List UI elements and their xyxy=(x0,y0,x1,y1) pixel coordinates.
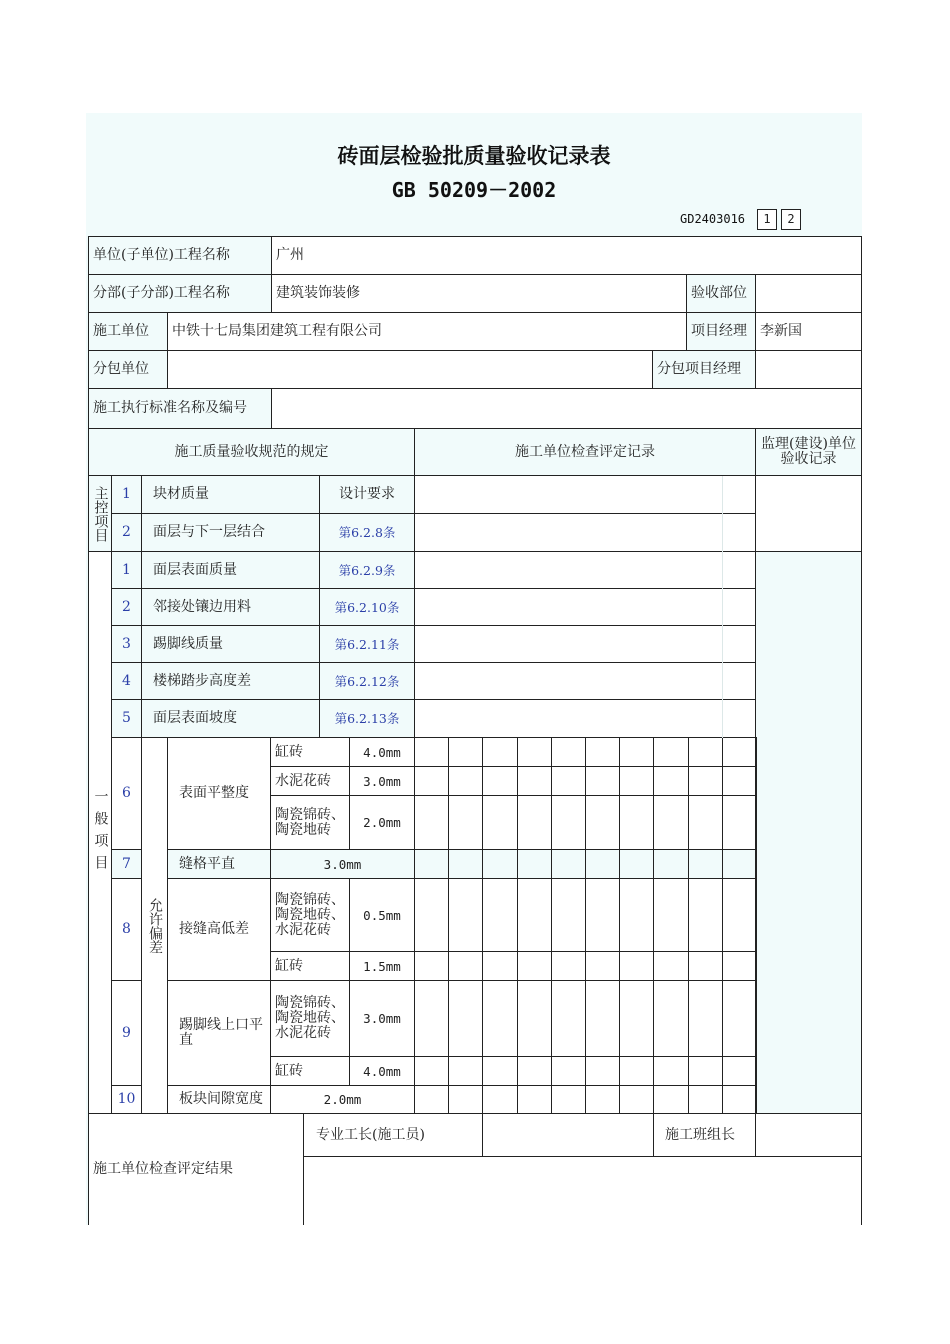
general-item-clause: 第6.2.12条 xyxy=(319,662,415,700)
general-item-clause: 第6.2.13条 xyxy=(319,699,415,738)
form-code: GD2403016 xyxy=(680,212,746,226)
code-box-1[interactable]: 1 xyxy=(757,209,777,230)
general-item-no: 5 xyxy=(111,699,142,738)
unit-project-label: 单位(子单位)工程名称 xyxy=(88,236,272,275)
tolerance-material: 缸砖 xyxy=(270,737,350,767)
general-item-name: 踢脚线质量 xyxy=(141,625,320,663)
standard-code: GB 50209－2002 xyxy=(391,178,557,202)
subcontractor-label: 分包单位 xyxy=(88,350,168,389)
tolerance-item-no: 8 xyxy=(111,878,142,981)
tolerance-material: 陶瓷锦砖、陶瓷地砖 xyxy=(270,795,350,850)
general-item-no: 3 xyxy=(111,625,142,663)
general-item-name: 面层表面坡度 xyxy=(141,699,320,738)
form-title: 砖面层检验批质量验收记录表 xyxy=(337,144,611,168)
main-item-no: 1 xyxy=(111,475,142,514)
tolerance-item-no: 10 xyxy=(111,1085,142,1114)
construction-unit-value[interactable]: 中铁十七局集团建筑工程有限公司 xyxy=(167,312,687,351)
team-leader-label: 施工班组长 xyxy=(653,1113,756,1157)
tolerance-item-name: 接缝高低差 xyxy=(167,878,271,981)
general-item-clause: 第6.2.10条 xyxy=(319,588,415,626)
project-manager-value[interactable]: 李新国 xyxy=(755,312,862,351)
general-item-no: 1 xyxy=(111,551,142,589)
tolerance-label: 允许偏差 xyxy=(141,737,168,1114)
tolerance-value: 0.5mm xyxy=(349,878,415,952)
tolerance-value: 1.5mm xyxy=(349,951,415,981)
tolerance-value: 4.0mm xyxy=(349,1056,415,1086)
header-check: 施工单位检查评定记录 xyxy=(414,428,756,476)
foreman-label: 专业工长(施工员) xyxy=(303,1113,483,1157)
tolerance-material: 缸砖 xyxy=(270,951,350,981)
tolerance-item-name: 缝格平直 xyxy=(167,849,271,879)
tolerance-item-no: 7 xyxy=(111,849,142,879)
general-item-no: 4 xyxy=(111,662,142,700)
tolerance-value: 3.0mm xyxy=(270,849,415,879)
standard-label: 施工执行标准名称及编号 xyxy=(88,388,272,429)
main-item-no: 2 xyxy=(111,513,142,552)
foreman-value[interactable] xyxy=(482,1113,654,1157)
general-items-label: 一般项目 xyxy=(88,551,112,1114)
result-value[interactable] xyxy=(303,1156,862,1225)
tolerance-value: 2.0mm xyxy=(349,795,415,850)
tolerance-item-name: 表面平整度 xyxy=(167,737,271,850)
tolerance-value: 4.0mm xyxy=(349,737,415,767)
tolerance-item-no: 6 xyxy=(111,737,142,850)
general-item-name: 楼梯踏步高度差 xyxy=(141,662,320,700)
tolerance-material: 陶瓷锦砖、陶瓷地砖、水泥花砖 xyxy=(270,878,350,952)
code-box-2[interactable]: 2 xyxy=(781,209,801,230)
tolerance-material: 缸砖 xyxy=(270,1056,350,1086)
tolerance-value: 3.0mm xyxy=(349,980,415,1057)
tolerance-item-name: 踢脚线上口平直 xyxy=(167,980,271,1086)
general-item-name: 面层表面质量 xyxy=(141,551,320,589)
sub-manager-label: 分包项目经理 xyxy=(652,350,756,389)
main-items-label: 主控项目 xyxy=(88,475,112,552)
tolerance-item-name: 板块间隙宽度 xyxy=(167,1085,271,1114)
tolerance-material: 水泥花砖 xyxy=(270,766,350,796)
project-manager-label: 项目经理 xyxy=(686,312,756,351)
tolerance-value: 3.0mm xyxy=(349,766,415,796)
general-item-clause: 第6.2.9条 xyxy=(319,551,415,589)
tolerance-material: 陶瓷锦砖、陶瓷地砖、水泥花砖 xyxy=(270,980,350,1057)
acceptance-part-label: 验收部位 xyxy=(686,274,756,313)
main-item-clause: 设计要求 xyxy=(319,475,415,514)
sub-project-label: 分部(子分部)工程名称 xyxy=(88,274,272,313)
header-supervision: 监理(建设)单位验收记录 xyxy=(755,428,862,476)
tolerance-value: 2.0mm xyxy=(270,1085,415,1114)
general-item-name: 邻接处镶边用料 xyxy=(141,588,320,626)
main-item-name: 面层与下一层结合 xyxy=(141,513,320,552)
result-label: 施工单位检查评定结果 xyxy=(88,1113,304,1225)
header-spec: 施工质量验收规范的规定 xyxy=(88,428,415,476)
general-item-no: 2 xyxy=(111,588,142,626)
sub-project-value[interactable]: 建筑装饰装修 xyxy=(271,274,687,313)
tolerance-item-no: 9 xyxy=(111,980,142,1086)
main-item-clause: 第6.2.8条 xyxy=(319,513,415,552)
general-item-clause: 第6.2.11条 xyxy=(319,625,415,663)
general-supervision-cell[interactable] xyxy=(755,551,862,1114)
main-item-name: 块材质量 xyxy=(141,475,320,514)
team-leader-value[interactable] xyxy=(755,1113,862,1157)
construction-unit-label: 施工单位 xyxy=(88,312,168,351)
unit-project-value[interactable]: 广州 xyxy=(271,236,862,275)
